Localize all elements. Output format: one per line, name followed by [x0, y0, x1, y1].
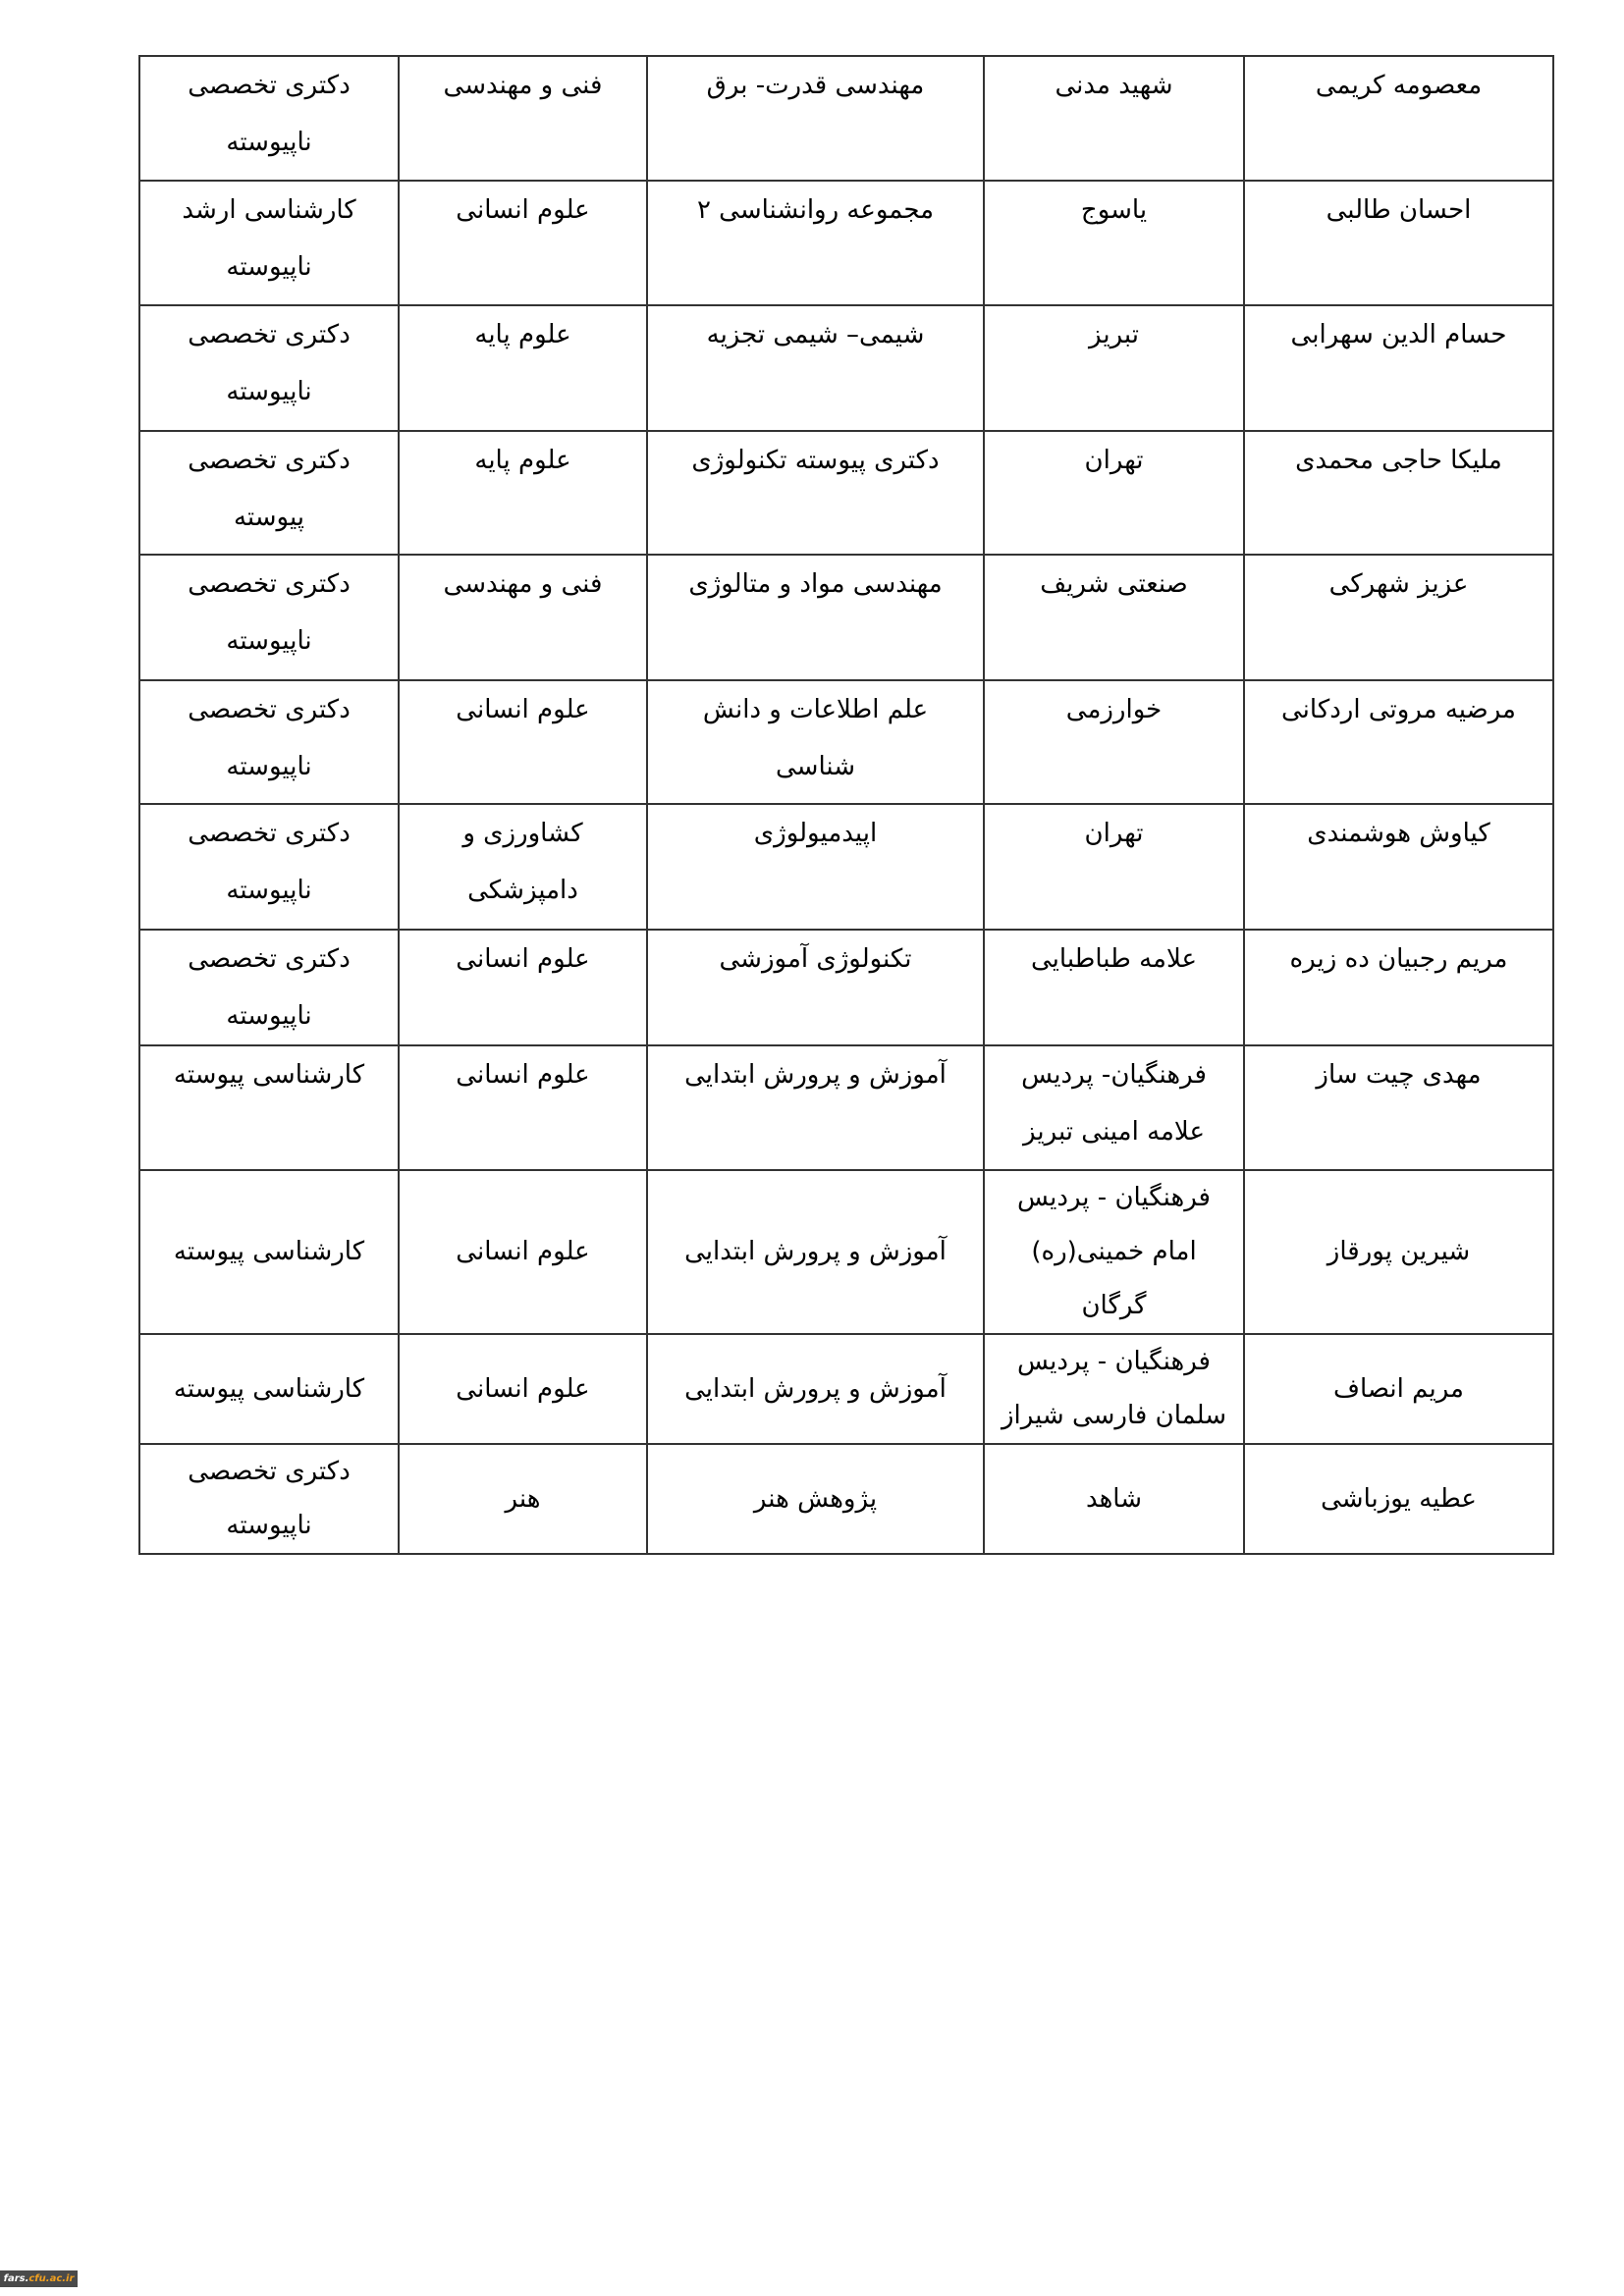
cell-name: کیاوش هوشمندی [1244, 804, 1553, 930]
table-row [139, 804, 1553, 930]
cell-university: فرهنگیان - پردیس سلمان فارسی شیراز [984, 1334, 1244, 1444]
cell-group: فنی و مهندسی [399, 56, 647, 181]
table-row [139, 305, 1553, 431]
cell-field: مهندسی مواد و متالوژی [647, 555, 984, 680]
cell-field: آموزش و پرورش ابتدایی [647, 1334, 984, 1444]
cell-university: تهران [984, 804, 1244, 930]
cell-field: مجموعه روانشناسی ۲ [647, 181, 984, 305]
table-row [139, 1170, 1553, 1334]
cell-name: مریم رجبیان ده زیره [1244, 930, 1553, 1045]
table-row [139, 1045, 1553, 1170]
table-row [139, 181, 1553, 305]
cell-degree: کارشناسی پیوسته [139, 1170, 399, 1334]
cell-field: علم اطلاعات و دانش شناسی [647, 680, 984, 804]
cell-university: فرهنگیان- پردیس علامه امینی تبریز [984, 1045, 1244, 1170]
cell-university: خوارزمی [984, 680, 1244, 804]
cell-field: آموزش و پرورش ابتدایی [647, 1170, 984, 1334]
cell-field: آموزش و پرورش ابتدایی [647, 1045, 984, 1170]
cell-group: علوم انسانی [399, 1170, 647, 1334]
cell-group: کشاورزی و دامپزشکی [399, 804, 647, 930]
cell-group: علوم انسانی [399, 181, 647, 305]
results-table [138, 55, 1554, 1555]
cell-name: حسام الدین سهرابی [1244, 305, 1553, 431]
site-watermark [0, 2270, 78, 2287]
cell-university: تهران [984, 431, 1244, 555]
watermark-text: fars. [3, 2273, 29, 2284]
cell-name: مریم انصاف [1244, 1334, 1553, 1444]
table-row [139, 930, 1553, 1045]
cell-university: علامه طباطبایی [984, 930, 1244, 1045]
cell-field: دکتری پیوسته تکنولوژی [647, 431, 984, 555]
cell-university: شهید مدنی [984, 56, 1244, 181]
cell-degree: کارشناسی ارشد ناپیوسته [139, 181, 399, 305]
cell-degree: دکتری تخصصی ناپیوسته [139, 804, 399, 930]
table-row [139, 1444, 1553, 1554]
cell-degree: کارشناسی پیوسته [139, 1045, 399, 1170]
cell-degree: دکتری تخصصی ناپیوسته [139, 930, 399, 1045]
cell-degree: کارشناسی پیوسته [139, 1334, 399, 1444]
cell-degree: دکتری تخصصی ناپیوسته [139, 305, 399, 431]
cell-field: مهندسی قدرت- برق [647, 56, 984, 181]
cell-degree: دکتری تخصصی ناپیوسته [139, 680, 399, 804]
cell-degree: دکتری تخصصی پیوسته [139, 431, 399, 555]
cell-name: مهدی چیت ساز [1244, 1045, 1553, 1170]
cell-field: پژوهش هنر [647, 1444, 984, 1554]
cell-name: عزیز شهرکی [1244, 555, 1553, 680]
cell-name: عطیه یوزباشی [1244, 1444, 1553, 1554]
cell-university: شاهد [984, 1444, 1244, 1554]
watermark-domain: cfu.ac.ir [28, 2273, 75, 2284]
cell-group: هنر [399, 1444, 647, 1554]
cell-university: فرهنگیان - پردیس امام خمینی(ره) گرگان [984, 1170, 1244, 1334]
cell-university: یاسوج [984, 181, 1244, 305]
cell-group: علوم پایه [399, 305, 647, 431]
cell-group: علوم پایه [399, 431, 647, 555]
cell-field: شیمی– شیمی تجزیه [647, 305, 984, 431]
table-row [139, 680, 1553, 804]
cell-university: تبریز [984, 305, 1244, 431]
cell-group: فنی و مهندسی [399, 555, 647, 680]
table-row [139, 1334, 1553, 1444]
cell-group: علوم انسانی [399, 1045, 647, 1170]
cell-degree: دکتری تخصصی ناپیوسته [139, 56, 399, 181]
table-row [139, 431, 1553, 555]
cell-group: علوم انسانی [399, 1334, 647, 1444]
cell-university: صنعتی شریف [984, 555, 1244, 680]
cell-name: ملیکا حاجی محمدی [1244, 431, 1553, 555]
cell-name: مرضیه مروتی اردکانی [1244, 680, 1553, 804]
cell-field: اپیدمیولوژی [647, 804, 984, 930]
cell-group: علوم انسانی [399, 680, 647, 804]
cell-name: احسان طالبی [1244, 181, 1553, 305]
cell-name: شیرین پورقاز [1244, 1170, 1553, 1334]
table-row [139, 56, 1553, 181]
cell-degree: دکتری تخصصی ناپیوسته [139, 1444, 399, 1554]
cell-name: معصومه کریمی [1244, 56, 1553, 181]
cell-group: علوم انسانی [399, 930, 647, 1045]
cell-field: تکنولوژی آموزشی [647, 930, 984, 1045]
cell-degree: دکتری تخصصی ناپیوسته [139, 555, 399, 680]
table-body [139, 56, 1553, 1554]
table-row [139, 555, 1553, 680]
